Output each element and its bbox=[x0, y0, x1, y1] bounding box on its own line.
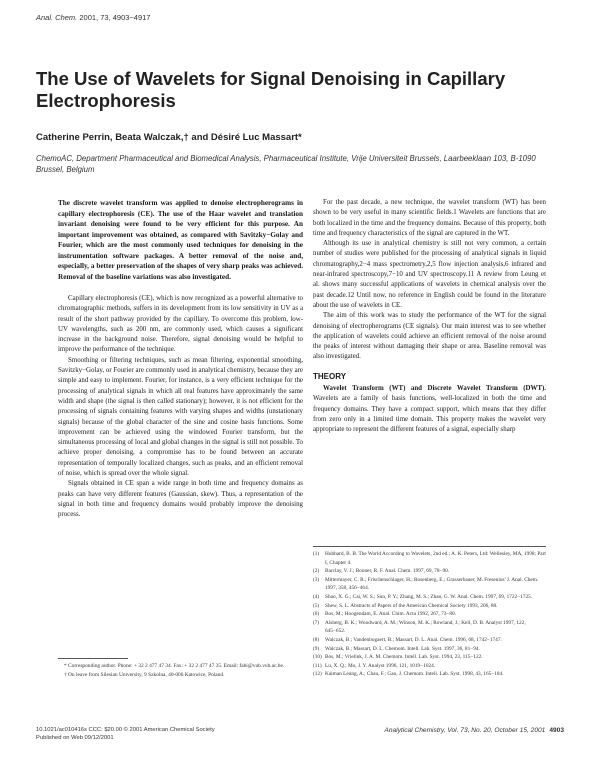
page-footer bbox=[384, 727, 564, 734]
reference-text: Mittermayer, C. R.; Frischenschlager, H.; Rosenberg, E.; Grasserbauer, M. Fresenius' J. Anal. Chem. 1997, 358, 456−464. bbox=[325, 576, 539, 592]
reference-item bbox=[313, 662, 546, 671]
article-authors: Catherine Perrin, Beata Walczak,† and Désiré Luc Massart* bbox=[36, 132, 302, 143]
footnote-divider bbox=[58, 658, 128, 659]
footnote-corresponding: * Corresponding author. Phone: + 32 2 477 47 34. Fax: + 32 2 477 47 35. Email: fabi@vub.vub.ac.be. bbox=[64, 663, 285, 669]
intro-paragraph-1: Capillary electrophoresis (CE), which is now recognized as a powerful alternative to chromatographic methods, suffers in its development from its low sensitivity in UV as a result of the short pathway provided by the capillary. To overcome this problem, low-UV wavelengths, such as 200 nm, are commonly used, which causes a significant increase in the background noise. Therefore, signal denoising would be helpful to improve the performance of the technique. bbox=[58, 295, 303, 354]
intro-paragraph-5: Although its use in analytical chemistry is still not very common, a certain number of studies were published for the processing of analytical signals in liquid chromatography,2−4 mass spectrometry,2,5 flow injection analysis,6 infrared and near-infrared spectroscopy,7−10 and UV spectroscopy.11 A review from Leung et al. shows many successful applications of wavelets in chemical analysis over the past decade.12 Until now, no reference in English could be found in the literature about the use of wavelets in CE. bbox=[313, 240, 546, 309]
reference-number: (5) bbox=[313, 602, 320, 609]
intro-paragraph-3: Signals obtained in CE span a wide range in both time and frequency domains as peaks can have very different features (Gaussian, skew). Thus, a representation of the signal in both time and frequency domains would probably improve the denoising process. bbox=[58, 480, 303, 519]
reference-item bbox=[313, 653, 546, 662]
reference-text: Bos, M.; Hoogendam, E. Anal. Chim. Acta 1992, 267, 73−80. bbox=[325, 611, 456, 618]
reference-number: (10) bbox=[313, 654, 322, 661]
reference-item bbox=[313, 619, 546, 636]
journal-citation bbox=[36, 13, 150, 22]
left-column bbox=[58, 198, 303, 521]
reference-text: Bos, M.; Vrielink, J. A. M. Chemom. Intell. Lab. Syst. 1994, 23, 115−122. bbox=[325, 654, 483, 661]
reference-list bbox=[313, 550, 546, 679]
published-date: Published on Web 09/12/2001 bbox=[36, 734, 114, 741]
reference-item bbox=[313, 567, 546, 576]
reference-text: Kaiman Leung, A.; Chau, F.; Gao, J. Chemom. Intell. Lab. Syst. 1998, 43, 165−184. bbox=[325, 671, 504, 678]
journal-issue: Analytical Chemistry, Vol. 73, No. 20, October 15, 2001 bbox=[384, 727, 546, 734]
reference-item bbox=[313, 645, 546, 654]
reference-number: (4) bbox=[313, 593, 320, 600]
footnotes bbox=[58, 662, 303, 679]
reference-number: (3) bbox=[313, 576, 320, 583]
reference-item bbox=[313, 610, 546, 619]
reference-text: Walczak, B.; Vandenbogaert, B.; Massart, D. L. Anal. Chem. 1996, 68, 1742−1747. bbox=[325, 636, 502, 643]
journal-volume-pages: 2001, 73, 4903−4917 bbox=[77, 13, 151, 22]
doi-copyright: 10.1021/ac010416s CCC: $20.00 © 2001 American Chemical Society bbox=[36, 727, 215, 733]
reference-item bbox=[313, 602, 546, 611]
reference-item bbox=[313, 576, 546, 593]
theory-paragraph-1: Wavelets are a family of basis functions, well-localized in both the time and frequency domains. They have a compact support, which means that they differ from zero only in a limited time domain. This property makes the wavelet very appropriate to represent the different features of a signal, especially sharp bbox=[313, 395, 546, 434]
reference-text: Shao, X. G.; Cai, W. S.; Sun, P. Y.; Zhang, M. S.; Zhao, G. W. Anal. Chem. 1997, 69, 1722−1725. bbox=[325, 593, 533, 600]
abstract: The discrete wavelet transform was applied to denoise electropherograms in capillary electrophoresis (CE). The use of the Haar wavelet and translation invariant denoising were found to be very efficient for this purpose. An important improvement was obtained, as compared with Savitzky−Golay and Fourier, which are the most commonly used techniques for denoising in the instrumentation software packages. A better removal of the noise and, especially, a better preservation of the shapes of very sharp peaks was achieved. Removal of the baseline variations was also investigated. bbox=[58, 199, 303, 281]
reference-item bbox=[313, 550, 546, 567]
reference-number: (6) bbox=[313, 611, 320, 618]
reference-item bbox=[313, 593, 546, 602]
reference-number: (7) bbox=[313, 619, 320, 626]
right-column bbox=[313, 198, 546, 436]
reference-text: Shew, S. L. Abstracts of Papers of the American Chemical Society 1993, 206, 88. bbox=[325, 602, 498, 609]
reference-number: (11) bbox=[313, 662, 322, 669]
intro-paragraph-2: Smoothing or filtering techniques, such as mean filtering, exponential smoothing, Savitzky−Golay, or Fourier are commonly used in analytical chemistry, because they are simple and easy to implement. Fourier, for instance, is a very efficient technique for the processing of analytical signals in which all real features have approximately the same width and shape (the signal is then called stationary); however, it is not efficient for the processing of signals containing features with varying shapes and widths (unstationary signals) because of the global character of the sine and cosine basis functions. Some improvement can be achieved using the windowed Fourier transform, but the simultaneous processing of local and global changes in the signal is still not possible. To achieve proper denoising, a compromise has to be found between an accurate representation of temporally localized changes, such as peaks, and an efficient removal of noise, which is spread over the whole signal. bbox=[58, 356, 303, 478]
reference-number: (12) bbox=[313, 671, 322, 678]
intro-paragraph-6: The aim of this work was to study the performance of the WT for the signal denoising of electropherograms (CE signals). Our main interest was to see whether the application of wavelets could achieve an efficient removal of the noise around the peaks of interest without damaging their shape or area. Baseline removal was also investigated. bbox=[313, 312, 546, 361]
article-title: The Use of Wavelets for Signal Denoising in Capillary Electrophoresis bbox=[36, 68, 506, 111]
page-number: 4903 bbox=[549, 727, 564, 734]
reference-number: (2) bbox=[313, 568, 320, 575]
reference-number: (1) bbox=[313, 551, 320, 557]
reference-number: (9) bbox=[313, 645, 320, 652]
journal-name: Anal. Chem. bbox=[36, 13, 78, 22]
footnote-dagger: † On leave from Silesian University, 9 Szkolna, 40-006 Katowice, Poland. bbox=[64, 671, 225, 678]
intro-paragraph-4: For the past decade, a new technique, the wavelet transform (WT) has been shown to be very useful in many scientific fields.1 Wavelets are functions that are both localized in the time and the frequency domains. Because of this property, both time and frequency characteristics of the signal are captured in the WT. bbox=[313, 199, 546, 237]
reference-text: Lu, X. Q.; Mo, J. Y. Analyst 1996, 121, 1019−1024. bbox=[325, 662, 436, 669]
subsection-heading: Wavelet Transform (WT) and Discrete Wavelet Transform (DWT). bbox=[323, 385, 546, 393]
reference-text: Hubbard, B. B. The World According to Wavelets, 2nd ed.; A. K. Peters, Ltd: Wellesley, MA, 1998; Part I, Chapter 4. bbox=[325, 551, 546, 566]
reference-item bbox=[313, 636, 546, 645]
section-heading-theory: THEORY bbox=[313, 371, 347, 381]
publication-info bbox=[36, 727, 215, 743]
references-divider bbox=[313, 546, 546, 547]
reference-number: (8) bbox=[313, 636, 320, 643]
article-affiliation: ChemoAC, Department Pharmaceutical and Biomedical Analysis, Pharmaceutical Institute, Vrije Universiteit Brussels, Laarbeeklaan 103, B-1090 Brussel, Belgium bbox=[36, 154, 536, 174]
reference-item bbox=[313, 670, 546, 679]
reference-text: Barclay, V. J.; Bonner, R. F. Anal. Chem. 1997, 69, 78−90. bbox=[325, 568, 450, 575]
reference-text: Walczak, B.; Massart, D. L. Chemom. Intell. Lab. Syst. 1997, 36, 81−94. bbox=[325, 645, 480, 652]
reference-text: Alsberg, B. K.; Woodward, A. M.; Winson, M. K.; Rowland, J.; Kell, D. B. Analyst 1997, 122, 645−652. bbox=[325, 619, 526, 635]
